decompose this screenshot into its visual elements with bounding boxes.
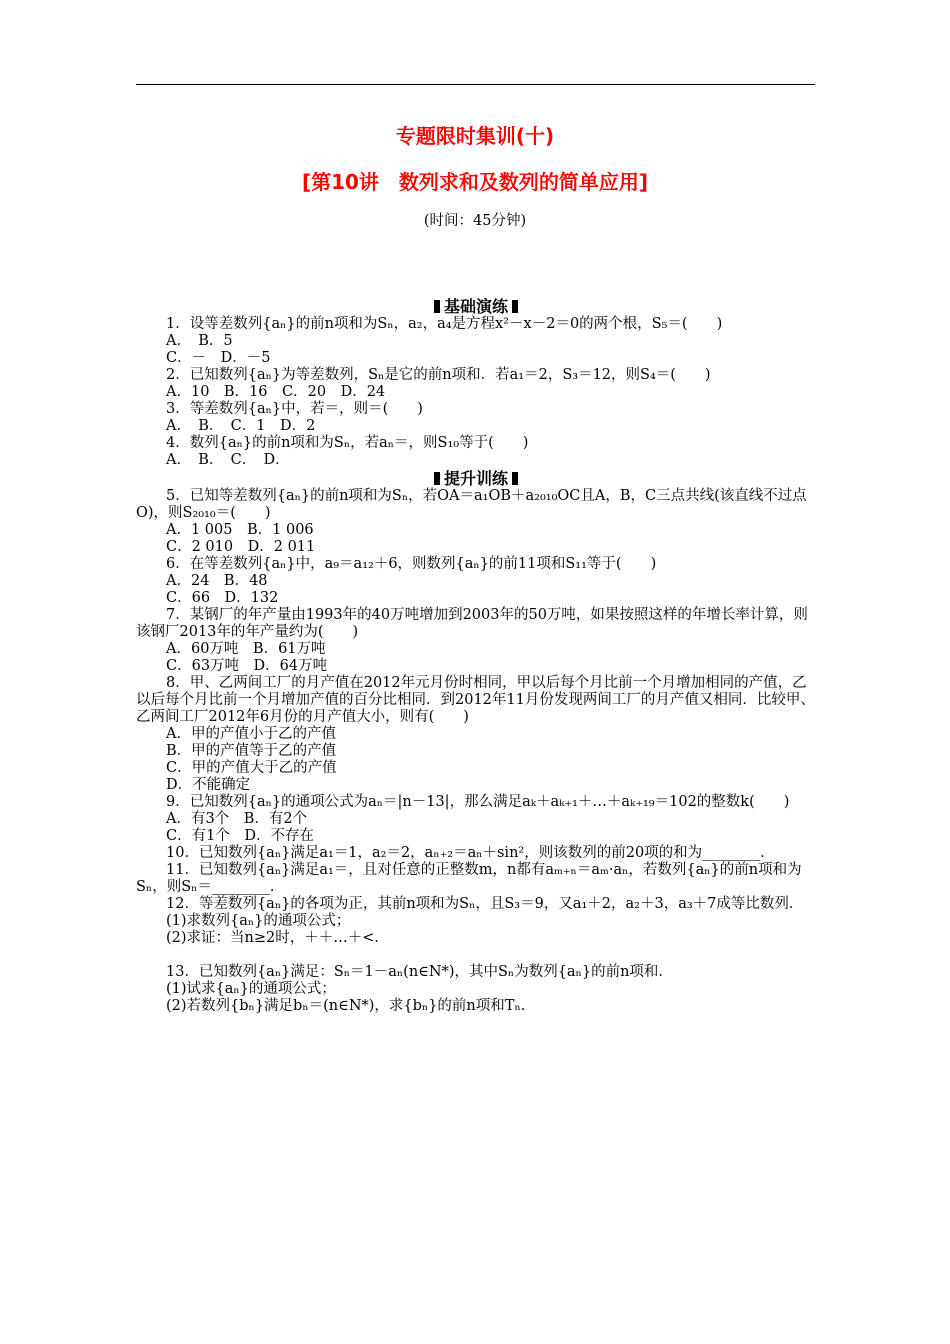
question-12-part-1: (1)求数列{aₙ}的通项公式； <box>166 913 351 929</box>
question-7-options-cd: C．63万吨 D．64万吨 <box>166 658 328 674</box>
section-bar-icon <box>434 472 440 485</box>
question-1-options-ab: A． B．5 <box>166 333 233 349</box>
question-8-option-d: D．不能确定 <box>166 777 251 793</box>
question-13-part-2: (2)若数列{bₙ}满足bₙ＝(n∈N*)，求{bₙ}的前n项和Tₙ. <box>166 998 526 1014</box>
question-7: 7．某钢厂的年产量由1993年的40万吨增加到2003年的50万吨，如果按照这样的年增长率计算，则该钢厂2013年的年产量约为( ) <box>136 607 808 640</box>
question-3: 3．等差数列{aₙ}中，若＝，则＝( ) <box>166 401 423 417</box>
section-heading-basic: 基础演练 <box>136 297 816 316</box>
spacer <box>136 947 816 964</box>
page-title: 专题限时集训(十) <box>395 124 555 148</box>
question-6: 6．在等差数列{aₙ}中，a₉＝a₁₂＋6，则数列{aₙ}的前11项和S₁₁等于( ) <box>166 556 657 572</box>
question-6-options-ab: A．24 B．48 <box>166 573 268 589</box>
section-bar-icon <box>512 472 518 485</box>
question-8-option-a: A．甲的产值小于乙的产值 <box>166 726 336 742</box>
question-7-options-ab: A．60万吨 B．61万吨 <box>166 641 326 657</box>
question-9-options-ab: A．有3个 B．有2个 <box>166 811 308 827</box>
question-9-options-cd: C．有1个 D．不存在 <box>166 828 314 844</box>
question-12: 12．等差数列{aₙ}的各项为正，其前n项和为Sₙ，且S₃＝9，又a₁＋2，a₂＋3，a₃＋7成等比数列． <box>166 896 804 912</box>
time-limit: (时间：45分钟) <box>423 213 527 229</box>
question-2: 2．已知数列{aₙ}为等差数列，Sₙ是它的前n项和．若a₁＝2，S₃＝12，则S₄＝( ) <box>166 367 711 383</box>
section-bar-icon <box>512 300 518 313</box>
question-3-options: A． B． C．1 D．2 <box>166 418 316 434</box>
question-5-options-ab: A．1 005 B．1 006 <box>166 522 314 538</box>
question-12-part-2: (2)求证：当n≥2时，＋＋…＋<． <box>166 930 389 946</box>
question-10: 10．已知数列{aₙ}满足a₁＝1，a₂＝2，aₙ₊₂＝aₙ＋sin²，则该数列的前20项的和为________． <box>166 845 775 861</box>
question-4-options: A． B． C． D． <box>166 452 290 468</box>
question-2-options: A．10 B．16 C．20 D．24 <box>166 384 386 400</box>
question-13-part-1: (1)试求{aₙ}的通项公式； <box>166 981 336 997</box>
section-heading-advanced: 提升训练 <box>136 469 816 488</box>
question-8-option-c: C．甲的产值大于乙的产值 <box>166 760 337 776</box>
question-6-options-cd: C．66 D．132 <box>166 590 279 606</box>
question-1: 1．设等差数列{aₙ}的前n项和为Sₙ，a₂，a₄是方程x²－x－2＝0的两个根，S₅＝( ) <box>166 316 723 332</box>
question-5-options-cd: C．2 010 D．2 011 <box>166 539 316 555</box>
questions-body <box>136 297 816 1015</box>
question-13: 13．已知数列{aₙ}满足：Sₙ＝1－aₙ(n∈N*)，其中Sₙ为数列{aₙ}的前n项和． <box>166 964 673 980</box>
section-bar-icon <box>434 300 440 313</box>
question-4: 4．数列{aₙ}的前n项和为Sₙ，若aₙ＝，则S₁₀等于( ) <box>166 435 529 451</box>
question-1-options-cd: C．－ D．－5 <box>166 350 271 366</box>
page-subtitle: [第10讲 数列求和及数列的简单应用] <box>301 170 649 194</box>
question-5: 5．已知等差数列{aₙ}的前n项和为Sₙ，若OA＝a₁OB＋a₂₀₁₀OC且A，B，C三点共线(该直线不过点O)，则S₂₀₁₀＝( ) <box>136 488 807 521</box>
question-11: 11．已知数列{aₙ}满足a₁＝，且对任意的正整数m，n都有aₘ₊ₙ＝aₘ·aₙ，若数列{aₙ}的前n项和为Sₙ，则Sₙ＝________． <box>136 862 802 895</box>
top-rule <box>136 84 815 85</box>
question-8-option-b: B．甲的产值等于乙的产值 <box>166 743 337 759</box>
question-9: 9．已知数列{aₙ}的通项公式为aₙ＝|n－13|，那么满足aₖ＋aₖ₊₁＋…＋aₖ₊₁₉＝102的整数k( ) <box>166 794 790 810</box>
question-8: 8．甲、乙两间工厂的月产值在2012年元月份时相同，甲以后每个月比前一个月增加相同的产值，乙以后每个月比前一个月增加产值的百分比相同．到2012年11月份发现两间工厂的月产值又相同．比较甲、乙两间工厂2012年6月份的月产值大小，则有( ) <box>136 675 815 725</box>
